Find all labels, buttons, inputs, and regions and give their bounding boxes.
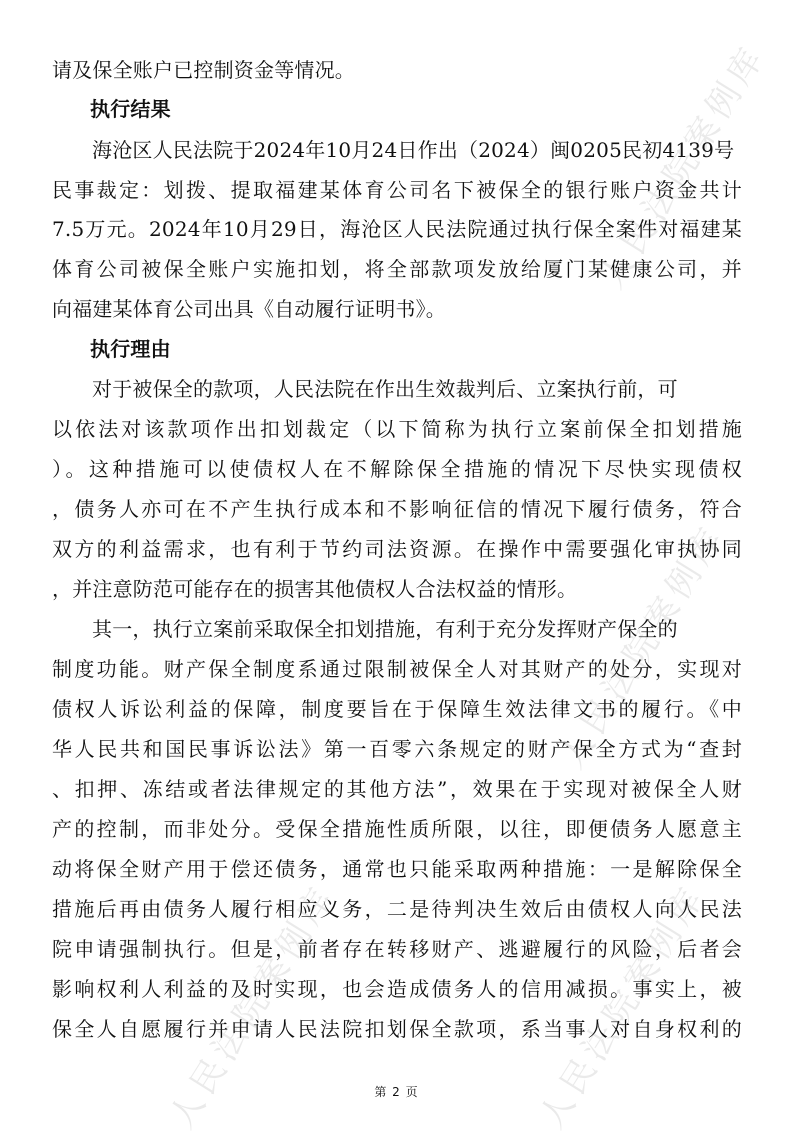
body-line: 以依法对该款项作出扣划裁定（以下简称为执行立案前保全扣划措施 — [52, 417, 742, 441]
body-line: 产的控制，而非处分。受保全措施性质所限，以往，即便债务人愿意主 — [52, 817, 742, 841]
watermark: 人民法院案例库 — [551, 517, 735, 776]
body-line: 民事裁定：划拨、提取福建某体育公司名下被保全的银行账户资金共计 — [52, 178, 742, 202]
section-heading-reason: 执行理由 — [90, 337, 171, 361]
body-line: ，并注意防范可能存在的损害其他债权人合法权益的情形。 — [52, 577, 578, 601]
page-number: 第 2 页 — [374, 1085, 419, 1099]
body-line: 动将保全财产用于偿还债务，通常也只能采取两种措施：一是解除保全 — [52, 857, 742, 881]
watermark: 人民法院案例库 — [531, 877, 715, 1136]
body-line: 华人民共和国民事诉讼法》第一百零六条规定的财产保全方式为“查封 — [52, 737, 742, 761]
body-line: ）。这种措施可以使债权人在不解除保全措施的情况下尽快实现债权 — [52, 457, 742, 481]
watermark: 人民法院案例库 — [161, 877, 345, 1136]
body-line: 、扣押、冻结或者法律规定的其他方法”，效果在于实现对被保全人财 — [52, 777, 742, 801]
section-heading-result: 执行结果 — [90, 97, 171, 121]
body-line: 向福建某体育公司出具《自动履行证明书》。 — [52, 297, 446, 321]
body-line: 影响权利人利益的及时实现，也会造成债务人的信用减损。事实上，被 — [52, 977, 742, 1001]
body-line: 体育公司被保全账户实施扣划，将全部款项发放给厦门某健康公司，并 — [52, 257, 742, 281]
body-line: 院申请强制执行。但是，前者存在转移财产、逃避履行的风险，后者会 — [52, 937, 742, 961]
body-line: 请及保全账户已控制资金等情况。 — [52, 58, 355, 82]
watermark: 人民法院案例库 — [591, 37, 775, 296]
body-line: ，债务人亦可在不产生执行成本和不影响征信的情况下履行债务，符合 — [52, 497, 742, 521]
body-line: 制度功能。财产保全制度系通过限制被保全人对其财产的处分，实现对 — [52, 657, 742, 681]
body-line: 其一，执行立案前采取保全扣划措施，有利于充分发挥财产保全的 — [92, 617, 678, 641]
body-line: 保全人自愿履行并申请人民法院扣划保全款项，系当事人对自身权利的 — [52, 1017, 742, 1041]
body-line: 措施后再由债务人履行相应义务，二是待判决生效后由债权人向人民法 — [52, 897, 742, 921]
body-line: 债权人诉讼利益的保障，制度要旨在于保障生效法律文书的履行。《中 — [52, 697, 742, 721]
body-line: 对于被保全的款项，人民法院在作出生效裁判后、立案执行前，可 — [92, 377, 678, 401]
body-line: 双方的利益需求，也有利于节约司法资源。在操作中需要强化审执协同 — [52, 537, 742, 561]
body-line: 海沧区人民法院于2024年10月24日作出（2024）闽0205民初4139号 — [92, 138, 735, 162]
body-line: 7.5万元。2024年10月29日，海沧区人民法院通过执行保全案件对福建某 — [52, 217, 742, 241]
